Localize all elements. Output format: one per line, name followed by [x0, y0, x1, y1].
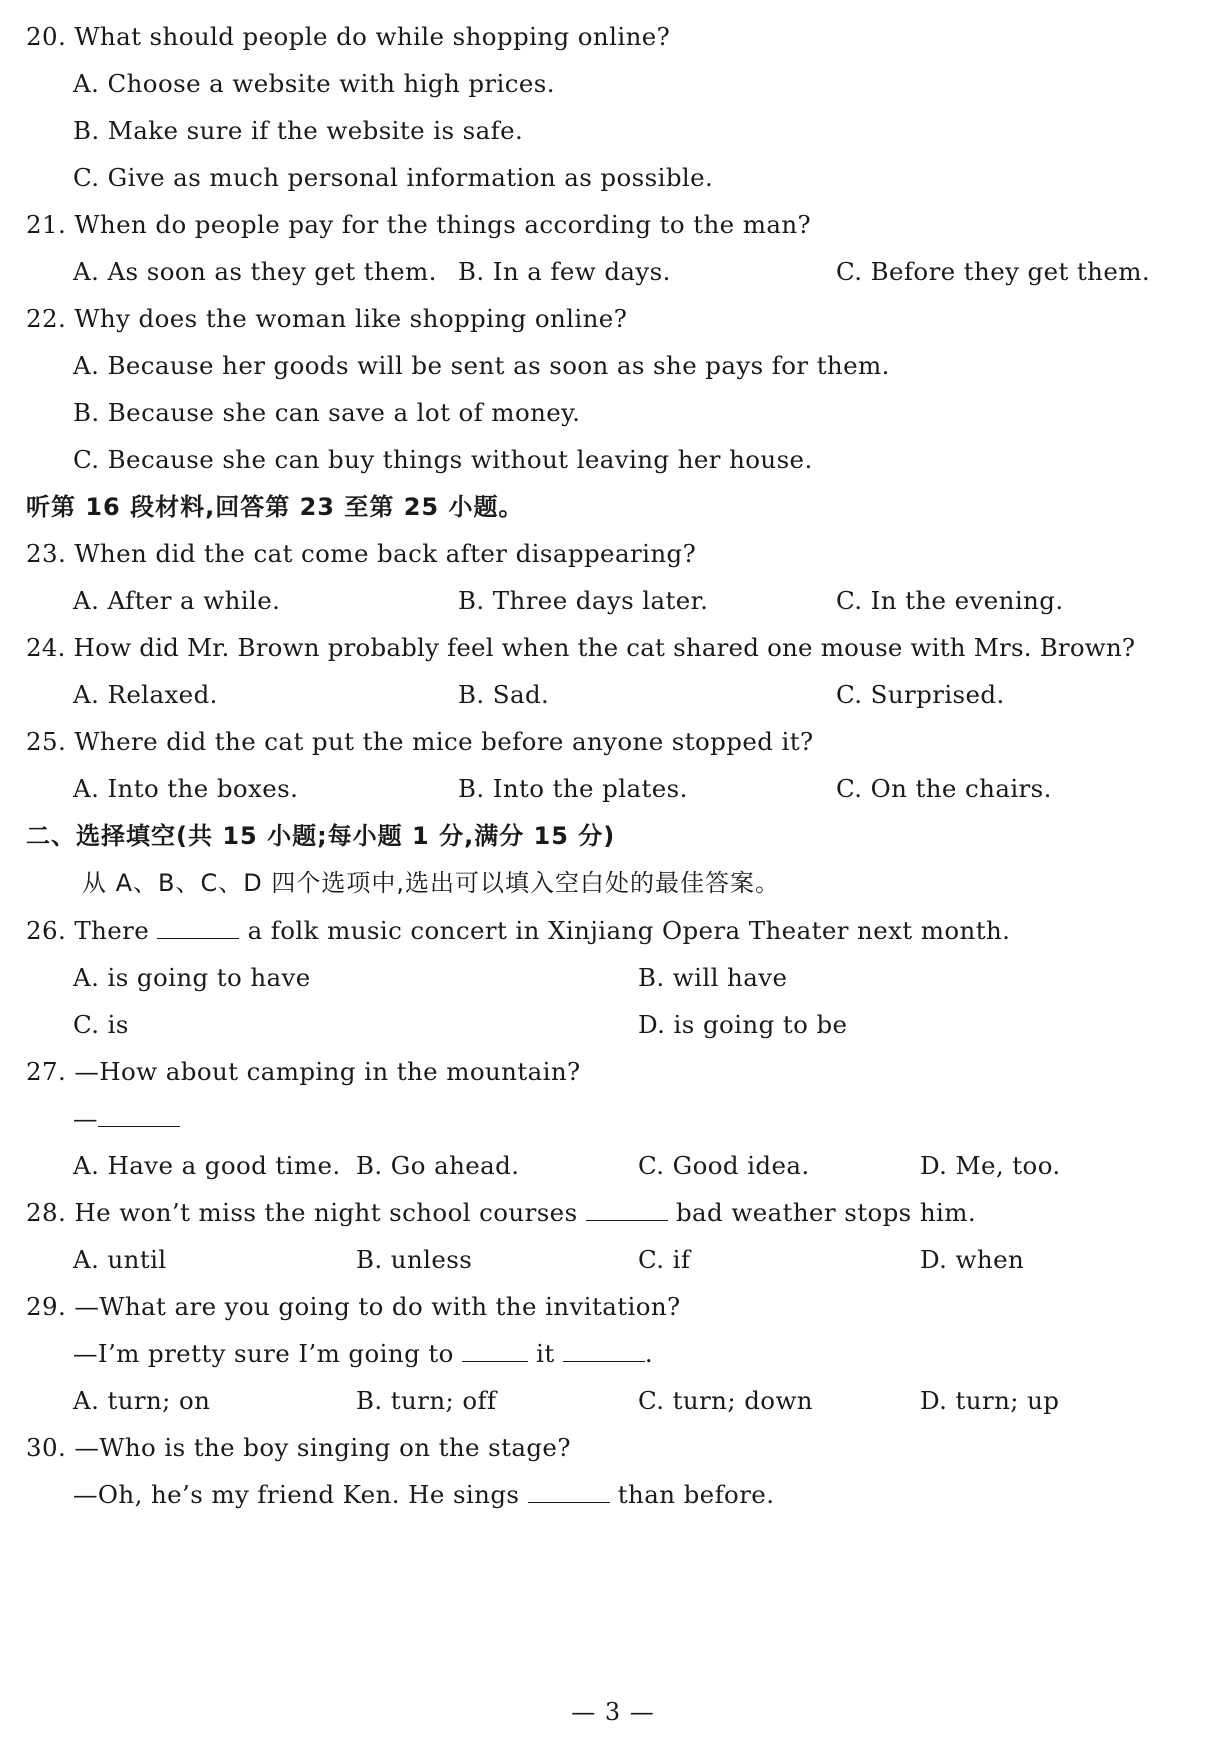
question-22-option-b: B. Because she can save a lot of money.: [73, 398, 581, 427]
question-27-blank: [98, 1104, 180, 1127]
question-20-option-b: B. Make sure if the website is safe.: [73, 116, 524, 145]
question-29-reply-before: —I’m pretty sure I’m going to: [73, 1339, 454, 1368]
question-29-blank-2: [563, 1339, 645, 1362]
question-22-option-a: A. Because her goods will be sent as soon as she pays for them.: [73, 351, 890, 380]
question-23-option-b: B. Three days later.: [458, 586, 709, 615]
question-28-option-a: A. until: [73, 1245, 167, 1274]
question-26-option-d: D. is going to be: [638, 1010, 848, 1039]
question-24-stem: 24. How did Mr. Brown probably feel when the cat shared one mouse with Mrs. Brown?: [26, 633, 1136, 662]
question-23-option-c: C. In the evening.: [836, 586, 1064, 615]
page-number: — 3 —: [571, 1698, 655, 1726]
question-25-option-c: C. On the chairs.: [836, 774, 1052, 803]
question-28-option-b: B. unless: [356, 1245, 473, 1274]
question-24-option-a: A. Relaxed.: [73, 680, 218, 709]
question-29-reply-end: .: [644, 1339, 654, 1368]
part-2-instruction: 从 A、B、C、D 四个选项中,选出可以填入空白处的最佳答案。: [82, 869, 781, 897]
question-27-reply-dash: —: [73, 1104, 98, 1133]
question-26-option-a: A. is going to have: [73, 963, 311, 992]
question-29-reply: [73, 1339, 653, 1369]
question-30-reply: [73, 1480, 774, 1510]
question-28-option-d: D. when: [920, 1245, 1025, 1274]
question-29-option-b: B. turn; off: [356, 1386, 497, 1415]
question-27-option-d: D. Me, too.: [920, 1151, 1061, 1180]
question-26-stem-after: a folk music concert in Xinjiang Opera Theater next month.: [247, 916, 1011, 945]
question-30-blank: [528, 1480, 610, 1503]
question-27-option-a: A. Have a good time.: [73, 1151, 341, 1180]
question-24-option-c: C. Surprised.: [836, 680, 1005, 709]
section-16-heading: 听第 16 段材料,回答第 23 至第 25 小题。: [26, 493, 524, 521]
question-21-stem: 21. When do people pay for the things according to the man?: [26, 210, 812, 239]
question-27-stem: 27. —How about camping in the mountain?: [26, 1057, 581, 1086]
question-27-reply: [73, 1104, 180, 1134]
question-25-stem: 25. Where did the cat put the mice before anyone stopped it?: [26, 727, 814, 756]
question-23-stem: 23. When did the cat come back after disappearing?: [26, 539, 697, 568]
question-28-blank: [586, 1198, 668, 1221]
question-27-option-b: B. Go ahead.: [356, 1151, 520, 1180]
question-21-option-c: C. Before they get them.: [836, 257, 1151, 286]
question-27-option-c: C. Good idea.: [638, 1151, 810, 1180]
part-2-heading: 二、选择填空(共 15 小题;每小题 1 分,满分 15 分): [26, 822, 616, 850]
question-22-stem: 22. Why does the woman like shopping online?: [26, 304, 628, 333]
question-20-option-a: A. Choose a website with high prices.: [73, 69, 555, 98]
question-30-stem: 30. —Who is the boy singing on the stage?: [26, 1433, 571, 1462]
question-29-option-a: A. turn; on: [73, 1386, 211, 1415]
question-23-option-a: A. After a while.: [73, 586, 281, 615]
question-21-option-a: A. As soon as they get them.: [73, 257, 437, 286]
question-28-stem: [26, 1198, 976, 1228]
question-29-option-c: C. turn; down: [638, 1386, 813, 1415]
question-28-stem-after: bad weather stops him.: [675, 1198, 977, 1227]
question-30-reply-before: —Oh, he’s my friend Ken. He sings: [73, 1480, 520, 1509]
question-26-option-b: B. will have: [638, 963, 788, 992]
question-25-option-b: B. Into the plates.: [458, 774, 688, 803]
question-26-stem: [26, 916, 1010, 946]
question-26-option-c: C. is: [73, 1010, 129, 1039]
question-22-option-c: C. Because she can buy things without leaving her house.: [73, 445, 813, 474]
question-28-stem-before: 28. He won’t miss the night school courses: [26, 1198, 578, 1227]
question-24-option-b: B. Sad.: [458, 680, 550, 709]
question-28-option-c: C. if: [638, 1245, 691, 1274]
question-30-reply-after: than before.: [617, 1480, 775, 1509]
question-26-stem-before: 26. There: [26, 916, 150, 945]
question-21-option-b: B. In a few days.: [458, 257, 671, 286]
question-29-stem: 29. —What are you going to do with the invitation?: [26, 1292, 681, 1321]
question-20-option-c: C. Give as much personal information as possible.: [73, 163, 714, 192]
question-29-reply-mid: it: [536, 1339, 555, 1368]
question-29-blank-1: [462, 1339, 528, 1362]
question-29-option-d: D. turn; up: [920, 1386, 1060, 1415]
question-25-option-a: A. Into the boxes.: [73, 774, 299, 803]
question-26-blank: [157, 916, 239, 939]
question-20-stem: 20. What should people do while shopping online?: [26, 22, 671, 51]
